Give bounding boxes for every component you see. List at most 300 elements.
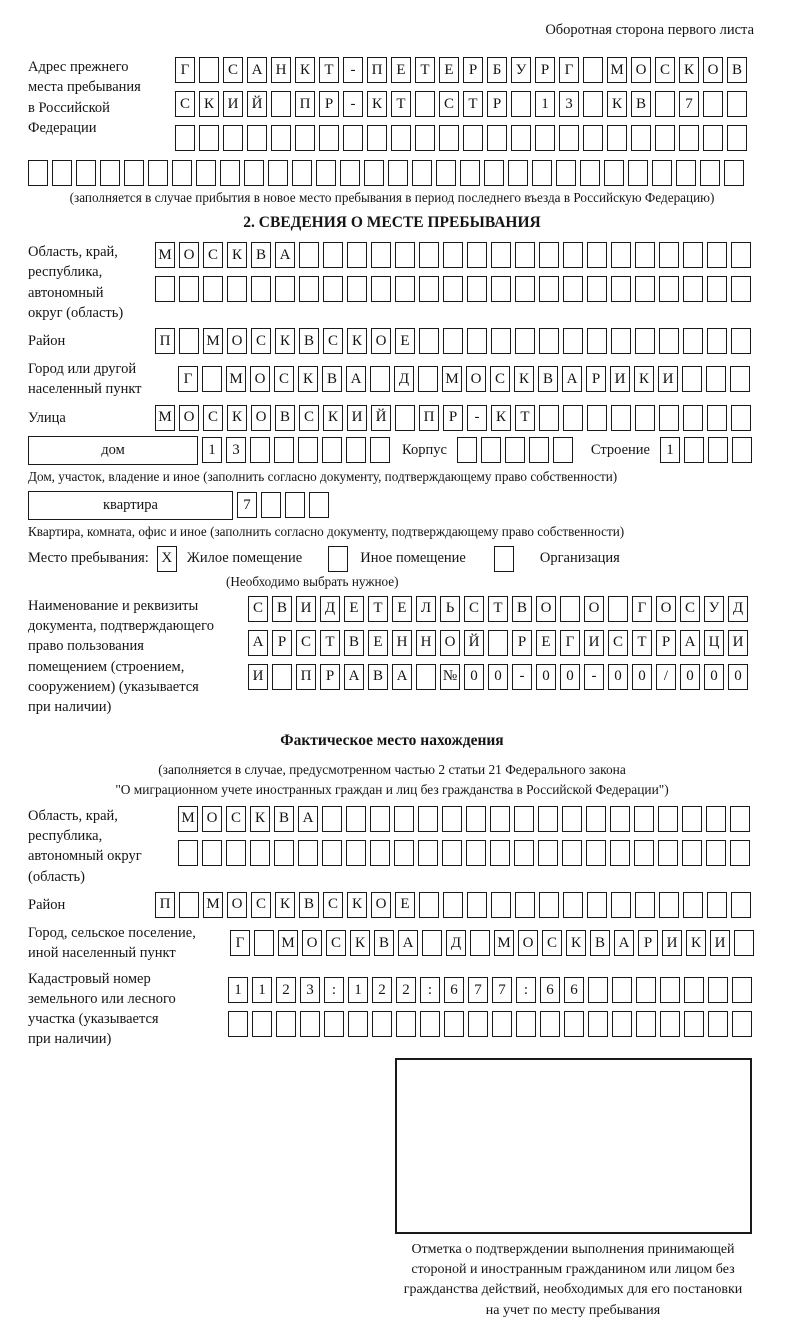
char-cell: Р [272, 630, 292, 656]
char-cell: К [514, 366, 534, 392]
char-cell [611, 276, 631, 302]
char-cell: 0 [680, 664, 700, 690]
char-cell: Е [368, 630, 388, 656]
char-cell [563, 405, 583, 431]
char-cell: Н [416, 630, 436, 656]
char-cell [612, 977, 632, 1003]
char-cell [611, 405, 631, 431]
char-cell [564, 1011, 584, 1037]
char-cell: 2 [396, 977, 416, 1003]
char-cell: Г [230, 930, 250, 956]
char-cell: А [392, 664, 412, 690]
char-cell [275, 276, 295, 302]
char-cell: М [155, 405, 175, 431]
char-cell [658, 806, 678, 832]
char-cell [370, 806, 390, 832]
char-cell: 0 [632, 664, 652, 690]
char-cell [708, 977, 728, 1003]
char-cell: С [299, 405, 319, 431]
char-cell: К [634, 366, 654, 392]
char-cell: О [227, 892, 247, 918]
char-cell: Р [463, 57, 483, 83]
char-cell: С [490, 366, 510, 392]
char-cell: Г [178, 366, 198, 392]
text-line: право пользования [28, 638, 144, 655]
street-block [28, 405, 756, 431]
char-cell: М [442, 366, 462, 392]
char-cell [347, 276, 367, 302]
text-line: Кадастровый номер [28, 970, 151, 987]
char-cell [371, 242, 391, 268]
char-cell: К [199, 91, 219, 117]
char-cell: К [367, 91, 387, 117]
char-cell: П [419, 405, 439, 431]
char-cell: № [440, 664, 460, 690]
char-cell: Е [391, 57, 411, 83]
char-cell: О [179, 405, 199, 431]
char-cell [364, 160, 384, 186]
char-cell [223, 125, 243, 151]
char-cell [563, 242, 583, 268]
char-grid-row [228, 1011, 752, 1037]
char-cell [731, 242, 751, 268]
text-line: Город или другой [28, 361, 137, 378]
actual-city-label [28, 923, 230, 964]
char-cell [612, 1011, 632, 1037]
char-cell: 6 [444, 977, 464, 1003]
korpus-cells [457, 437, 573, 463]
city-label [28, 359, 178, 400]
stroenie-label: Строение [590, 441, 650, 458]
char-cell: О [371, 892, 391, 918]
char-cell: - [467, 405, 487, 431]
char-cell [731, 405, 751, 431]
char-cell [707, 242, 727, 268]
text-line: автономный [28, 284, 104, 301]
char-cell [443, 328, 463, 354]
cadastral-block [28, 969, 756, 1050]
char-cell [635, 328, 655, 354]
char-cell [636, 1011, 656, 1037]
text-line: документа, подтверждающего [28, 618, 214, 635]
char-cell: А [298, 806, 318, 832]
char-cell [604, 160, 624, 186]
stay-checkbox-other-premises [328, 546, 348, 572]
char-cell [292, 160, 312, 186]
char-cell [539, 328, 559, 354]
char-cell: В [368, 664, 388, 690]
char-cell [587, 276, 607, 302]
char-cell [227, 276, 247, 302]
actual-location-title: Фактическое место нахождения [280, 731, 504, 749]
char-cell: К [679, 57, 699, 83]
char-cell: 1 [252, 977, 272, 1003]
char-grid-row [248, 664, 748, 690]
char-cell: К [491, 405, 511, 431]
char-cell: О [536, 596, 556, 622]
char-cell [272, 664, 292, 690]
char-cell [635, 405, 655, 431]
prev-address-label [28, 57, 175, 138]
char-cell [563, 892, 583, 918]
char-cell [100, 160, 120, 186]
char-cell [481, 437, 501, 463]
char-cell: К [347, 328, 367, 354]
char-cell [220, 160, 240, 186]
text-line: участка (указывается [28, 1011, 159, 1028]
stay-note: (Необходимо выбрать нужное) [226, 573, 399, 589]
char-cell: К [295, 57, 315, 83]
char-cell [436, 160, 456, 186]
char-cell: Т [488, 596, 508, 622]
text-line: Адрес прежнего [28, 59, 129, 75]
char-cell: О [227, 328, 247, 354]
char-cell [652, 160, 672, 186]
char-cell [700, 160, 720, 186]
char-cell [419, 328, 439, 354]
text-line: земельного или лесного [28, 990, 176, 1007]
char-cell [299, 242, 319, 268]
char-cell: С [274, 366, 294, 392]
char-cell [732, 977, 752, 1003]
char-cell [562, 840, 582, 866]
char-cell [226, 840, 246, 866]
char-cell [587, 328, 607, 354]
char-cell: 0 [464, 664, 484, 690]
text-line: помещением (строением, [28, 658, 185, 675]
char-cell: - [512, 664, 532, 690]
char-cell: : [324, 977, 344, 1003]
char-cell [343, 125, 363, 151]
char-cell [250, 437, 270, 463]
char-cell: К [607, 91, 627, 117]
char-cell [659, 405, 679, 431]
char-cell: Н [271, 57, 291, 83]
char-cell: - [343, 91, 363, 117]
prev-address-rows [175, 57, 747, 155]
char-cell [659, 328, 679, 354]
char-cell: 7 [468, 977, 488, 1003]
char-cell [251, 276, 271, 302]
text-line: при наличии) [28, 1031, 112, 1048]
char-cell: К [275, 892, 295, 918]
char-cell [261, 492, 281, 518]
char-cell [532, 160, 552, 186]
cadastral-label [28, 969, 228, 1050]
char-cell [463, 125, 483, 151]
char-cell [683, 328, 703, 354]
char-cell: Е [395, 892, 415, 918]
char-cell [730, 806, 750, 832]
char-cell: Р [512, 630, 532, 656]
char-cell: У [511, 57, 531, 83]
section2-title: 2. СВЕДЕНИЯ О МЕСТЕ ПРЕБЫВАНИЯ [243, 214, 541, 231]
char-cell: А [346, 366, 366, 392]
char-cell: С [251, 328, 271, 354]
char-cell [319, 125, 339, 151]
char-cell [540, 1011, 560, 1037]
char-cell: В [322, 366, 342, 392]
char-cell: С [608, 630, 628, 656]
char-cell: 1 [202, 437, 222, 463]
char-cell [175, 125, 195, 151]
text-line: автономный округ [28, 848, 142, 865]
char-cell: М [278, 930, 298, 956]
char-cell: А [248, 630, 268, 656]
char-cell: Г [559, 57, 579, 83]
stroenie-cells [660, 437, 752, 463]
char-cell [529, 437, 549, 463]
char-cell [395, 242, 415, 268]
char-cell: С [223, 57, 243, 83]
char-cell [708, 1011, 728, 1037]
prev-address-note: (заполняется в случае прибытия в новое место пребывания в период последнего въезда в Российскую Федерацию) [69, 190, 715, 205]
char-cell [252, 1011, 272, 1037]
char-cell [155, 276, 175, 302]
char-cell [285, 492, 305, 518]
char-cell: Т [320, 630, 340, 656]
text-line: Наименование и реквизиты [28, 597, 199, 614]
char-cell: В [275, 405, 295, 431]
char-cell: С [323, 892, 343, 918]
char-cell: П [367, 57, 387, 83]
char-cell [731, 276, 751, 302]
char-cell: 0 [488, 664, 508, 690]
char-cell [202, 840, 222, 866]
char-grid-row [248, 630, 748, 656]
char-cell [460, 160, 480, 186]
char-cell: Г [560, 630, 580, 656]
char-cell: 0 [560, 664, 580, 690]
char-cell [467, 242, 487, 268]
char-cell: Д [320, 596, 340, 622]
char-cell [707, 328, 727, 354]
char-cell: С [226, 806, 246, 832]
char-cell: 1 [228, 977, 248, 1003]
char-cell: А [275, 242, 295, 268]
char-cell: А [247, 57, 267, 83]
char-cell [634, 806, 654, 832]
char-cell [684, 437, 704, 463]
char-cell: 1 [348, 977, 368, 1003]
char-cell [274, 437, 294, 463]
char-grid-row [175, 57, 747, 83]
document-block [28, 596, 756, 718]
char-grid-row [178, 366, 750, 392]
char-cell [179, 276, 199, 302]
char-cell [706, 840, 726, 866]
char-cell [346, 840, 366, 866]
char-cell [628, 160, 648, 186]
char-cell: / [656, 664, 676, 690]
char-grid-row [230, 930, 754, 956]
street-label: Улица [28, 409, 66, 426]
char-cell [682, 840, 702, 866]
char-cell [659, 242, 679, 268]
char-cell [202, 366, 222, 392]
char-cell: К [347, 892, 367, 918]
char-cell [586, 840, 606, 866]
char-cell [484, 160, 504, 186]
char-cell: И [223, 91, 243, 117]
cadastral-rows [228, 977, 752, 1041]
char-cell [708, 437, 728, 463]
char-cell: - [584, 664, 604, 690]
char-cell [538, 840, 558, 866]
char-cell [635, 242, 655, 268]
char-cell [443, 242, 463, 268]
korpus-label: Корпус [402, 441, 447, 458]
char-cell [419, 892, 439, 918]
char-cell [348, 1011, 368, 1037]
char-cell [443, 276, 463, 302]
char-cell: А [344, 664, 364, 690]
char-cell: О [440, 630, 460, 656]
char-cell [707, 276, 727, 302]
char-cell: Е [395, 328, 415, 354]
text-line: иной населенный пункт [28, 945, 176, 962]
char-cell [588, 1011, 608, 1037]
region-block [28, 242, 756, 323]
char-cell: Й [464, 630, 484, 656]
char-cell: С [296, 630, 316, 656]
char-cell [394, 840, 414, 866]
char-cell [587, 405, 607, 431]
char-cell [658, 840, 678, 866]
char-cell [316, 160, 336, 186]
char-cell [731, 328, 751, 354]
char-cell [660, 1011, 680, 1037]
stay-option-organization-label: Организация [539, 550, 620, 567]
char-cell: 2 [276, 977, 296, 1003]
char-cell [732, 1011, 752, 1037]
char-cell: В [631, 91, 651, 117]
char-cell [515, 328, 535, 354]
char-cell [516, 1011, 536, 1037]
char-cell [370, 840, 390, 866]
char-cell: К [323, 405, 343, 431]
text-line: Отметка о подтверждении выполнения принимающей [411, 1241, 735, 1257]
char-grid-row [248, 596, 748, 622]
char-cell [511, 91, 531, 117]
text-line: республика, [28, 828, 103, 845]
char-cell: Г [632, 596, 652, 622]
char-cell [346, 437, 366, 463]
char-cell: С [175, 91, 195, 117]
char-cell: Р [586, 366, 606, 392]
char-cell: Р [320, 664, 340, 690]
char-cell: Р [638, 930, 658, 956]
char-cell: 0 [728, 664, 748, 690]
char-cell: О [518, 930, 538, 956]
char-cell: С [680, 596, 700, 622]
char-cell: О [302, 930, 322, 956]
char-cell: О [584, 596, 604, 622]
char-cell [703, 125, 723, 151]
char-cell [556, 160, 576, 186]
char-cell: : [516, 977, 536, 1003]
char-cell: 7 [492, 977, 512, 1003]
char-cell: В [272, 596, 292, 622]
char-cell [587, 892, 607, 918]
char-cell: 7 [237, 492, 257, 518]
stay-option-residential-label: Жилое помещение [186, 550, 303, 567]
char-cell: И [610, 366, 630, 392]
char-cell [491, 276, 511, 302]
char-cell [635, 892, 655, 918]
char-cell: У [704, 596, 724, 622]
char-cell [607, 125, 627, 151]
char-cell: Т [463, 91, 483, 117]
char-cell [347, 242, 367, 268]
char-cell [539, 405, 559, 431]
char-cell: А [398, 930, 418, 956]
char-cell: 3 [300, 977, 320, 1003]
char-cell: В [299, 892, 319, 918]
char-cell: 3 [559, 91, 579, 117]
district-label: Район [28, 333, 66, 350]
char-cell [655, 125, 675, 151]
char-cell [587, 242, 607, 268]
stay-option-other-premises-label: Иное помещение [360, 550, 466, 567]
char-cell [655, 91, 675, 117]
char-grid-row [228, 977, 752, 1003]
char-cell: В [538, 366, 558, 392]
char-cell [418, 366, 438, 392]
char-cell: Ц [704, 630, 724, 656]
char-cell: О [251, 405, 271, 431]
char-cell [340, 160, 360, 186]
char-cell: И [248, 664, 268, 690]
char-cell: С [248, 596, 268, 622]
char-cell [466, 806, 486, 832]
char-cell: О [703, 57, 723, 83]
char-cell [559, 125, 579, 151]
char-cell [394, 806, 414, 832]
char-cell [611, 328, 631, 354]
char-cell: О [466, 366, 486, 392]
char-grid-row [155, 405, 751, 431]
char-cell [505, 437, 525, 463]
char-cell [370, 437, 390, 463]
char-cell: 6 [564, 977, 584, 1003]
char-cell: В [727, 57, 747, 83]
char-cell [299, 276, 319, 302]
char-cell [515, 276, 535, 302]
char-cell [420, 1011, 440, 1037]
char-cell: : [420, 977, 440, 1003]
char-cell: П [296, 664, 316, 690]
char-cell: М [494, 930, 514, 956]
char-cell [732, 437, 752, 463]
text-line: "О миграционном учете иностранных граждан и лиц без гражданства в Российской Федерации") [115, 781, 669, 797]
char-cell [442, 840, 462, 866]
char-cell: 3 [226, 437, 246, 463]
char-cell: И [296, 596, 316, 622]
stay-type-line [28, 546, 756, 572]
char-cell: Р [319, 91, 339, 117]
char-cell [707, 892, 727, 918]
char-cell [323, 242, 343, 268]
char-cell [300, 1011, 320, 1037]
char-cell [178, 840, 198, 866]
char-grid-row-fullwidth [28, 160, 756, 186]
char-cell [28, 160, 48, 186]
char-cell [682, 806, 702, 832]
char-cell: В [512, 596, 532, 622]
char-cell [298, 437, 318, 463]
char-cell [563, 276, 583, 302]
